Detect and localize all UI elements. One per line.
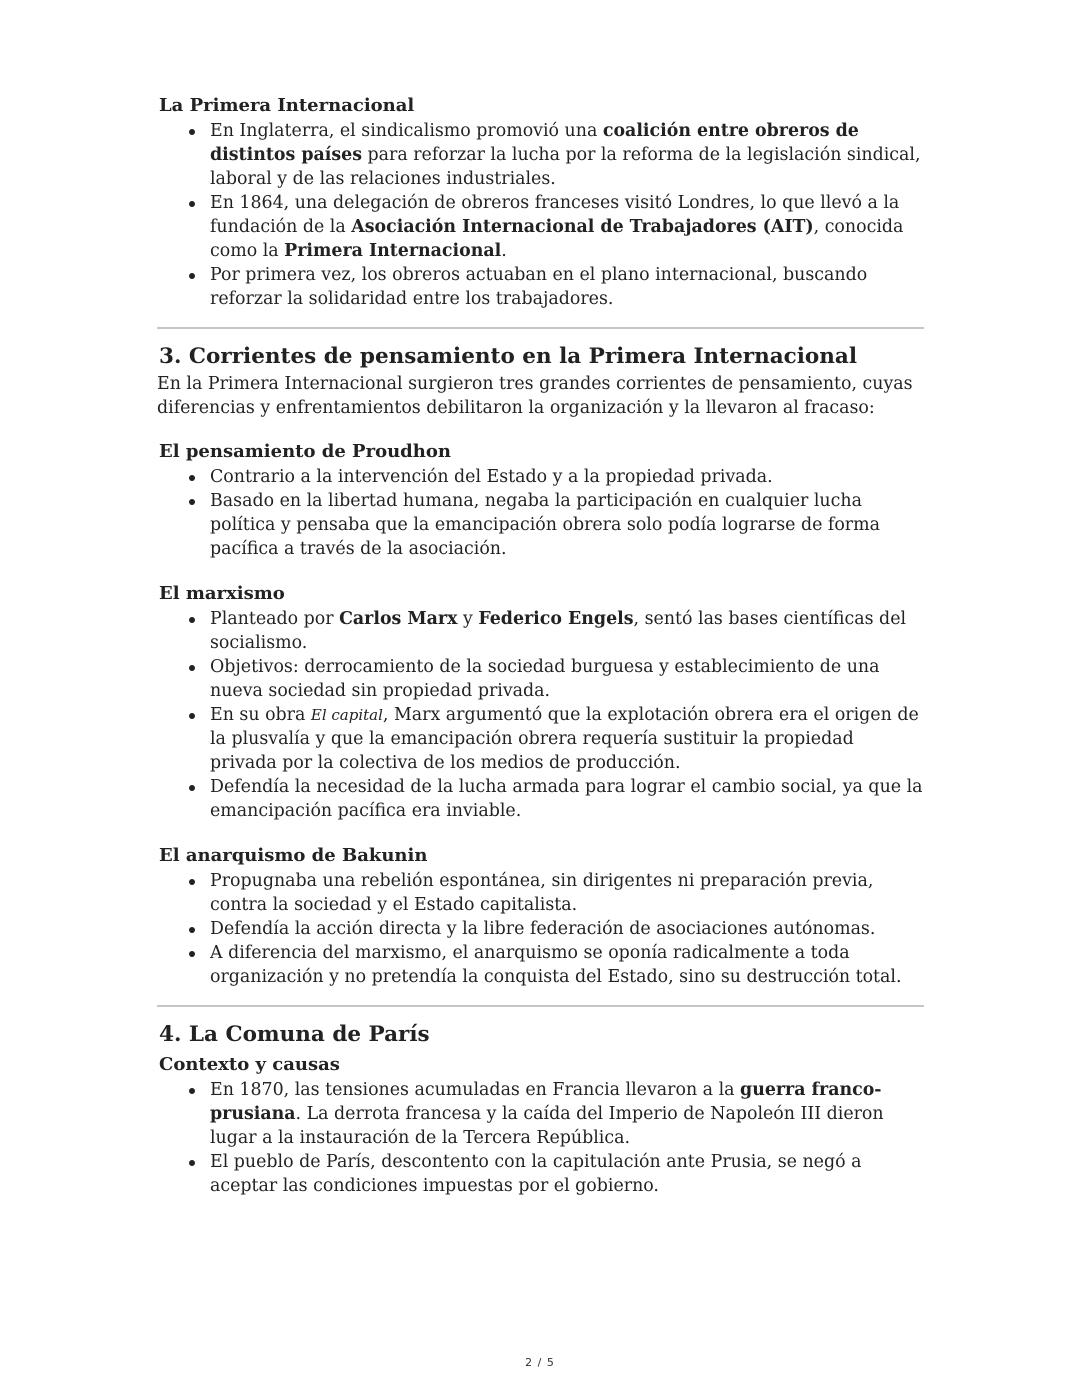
list-proudhon <box>157 465 924 561</box>
list-contexto <box>157 1078 924 1198</box>
list-marxismo <box>157 607 924 823</box>
list-item: A diferencia del marxismo, el anarquismo se oponía radicalmente a toda organización y no pretendía la conquista del Estado, sino su destrucción total. <box>157 941 924 989</box>
list-item: Defendía la necesidad de la lucha armada para lograr el cambio social, ya que la emancipación pacífica era inviable. <box>157 775 924 823</box>
list-item: Propugnaba una rebelión espontánea, sin dirigentes ni preparación previa, contra la sociedad y el Estado capitalista. <box>157 869 924 917</box>
list-item: Contrario a la intervención del Estado y a la propiedad privada. <box>157 465 924 489</box>
subheading-primera-internacional: La Primera Internacional <box>159 95 415 116</box>
list-item: En Inglaterra, el sindicalismo promovió una coalición entre obreros de distintos países para reforzar la lucha por la reforma de la legislación sindical, laboral y de las relaciones industriales. <box>157 119 924 191</box>
list-primera-internacional <box>157 119 924 311</box>
list-item: Objetivos: derrocamiento de la sociedad burguesa y establecimiento de una nueva sociedad sin propiedad privada. <box>157 655 924 703</box>
list-item: En su obra El capital, Marx argumentó que la explotación obrera era el origen de la plusvalía y que la emancipación obrera requería sustituir la propiedad privada por la colectiva de los medios de producción. <box>157 703 924 775</box>
section-title-4: 4. La Comuna de París <box>159 1022 430 1047</box>
list-item: Basado en la libertad humana, negaba la participación en cualquier lucha política y pensaba que la emancipación obrera solo podía lograrse de forma pacífica a través de la asociación. <box>157 489 924 561</box>
subheading-contexto: Contexto y causas <box>159 1054 340 1075</box>
list-item: Defendía la acción directa y la libre federación de asociaciones autónomas. <box>157 917 924 941</box>
list-bakunin <box>157 869 924 989</box>
subheading-marxismo: El marxismo <box>159 583 285 604</box>
list-item: Planteado por Carlos Marx y Federico Engels, sentó las bases científicas del socialismo. <box>157 607 924 655</box>
list-item: Por primera vez, los obreros actuaban en el plano internacional, buscando reforzar la solidaridad entre los trabajadores. <box>157 263 924 311</box>
section-intro: En la Primera Internacional surgieron tres grandes corrientes de pensamiento, cuyas diferencias y enfrentamientos debilitaron la organización y la llevaron al fracaso: <box>157 374 913 418</box>
section-title-3: 3. Corrientes de pensamiento en la Primera Internacional <box>159 344 858 369</box>
list-item: El pueblo de París, descontento con la capitulación ante Prusia, se negó a aceptar las condiciones impuestas por el gobierno. <box>157 1150 924 1198</box>
list-item: En 1864, una delegación de obreros franceses visitó Londres, lo que llevó a la fundación de la Asociación Internacional de Trabajadores (AIT), conocida como la Primera Internacional. <box>157 191 924 263</box>
subheading-bakunin: El anarquismo de Bakunin <box>159 845 428 866</box>
section-divider <box>157 327 924 329</box>
section-divider <box>157 1005 924 1007</box>
subheading-proudhon: El pensamiento de Proudhon <box>159 441 451 462</box>
document-page <box>157 93 924 1198</box>
page-number: 2 / 5 <box>525 1356 555 1369</box>
list-item: En 1870, las tensiones acumuladas en Francia llevaron a la guerra franco-prusiana. La derrota francesa y la caída del Imperio de Napoleón III dieron lugar a la instauración de la Tercera República. <box>157 1078 924 1150</box>
